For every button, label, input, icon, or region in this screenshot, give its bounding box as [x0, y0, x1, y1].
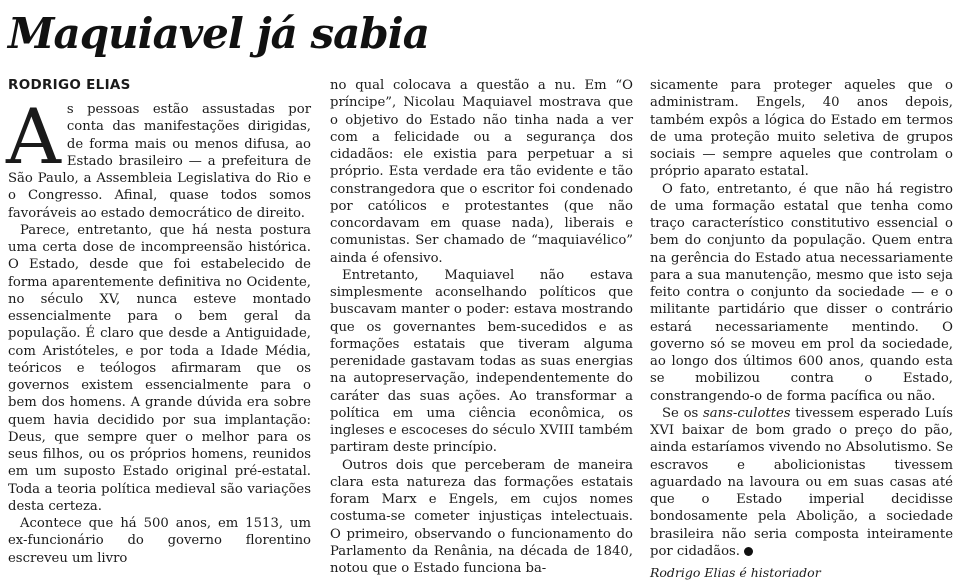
paragraph-1 — [6, 92, 311, 222]
paragraph-9-start: Se os — [662, 405, 704, 421]
sans-culottes-term: sans-culottes — [703, 405, 791, 421]
paragraph-6: Outros dois que perceberam de maneira clara esta natureza das formações estatais foram Marx e Engels, em cujos nomes costuma-se cometer injustiças intelectuais. O primeiro, observando o funcionamento do Parlamento da Renânia, na década de 1840, notou que o Estado funciona ba- — [330, 457, 633, 576]
paragraph-1-text: s pessoas estão assustadas por conta das manifestações dirigidas, de forma mais ou menos difusa, ao Estado brasileiro — a prefeitura de São Paulo, a Assembleia Legislativa do Rio e o Congresso. Afinal, quase todos somos favoráveis ao estado democrático de direito. — [8, 102, 311, 221]
column-3 — [650, 77, 953, 581]
byline: RODRIGO ELIAS — [8, 77, 131, 93]
headline: Maquiavel já sabia — [8, 9, 429, 58]
paragraph-9 — [650, 405, 953, 560]
paragraph-3: Acontece que há 500 anos, em 1513, um ex-funcionário do governo florentino escreveu um livro — [8, 516, 311, 566]
author-note: Rodrigo Elias é historiador — [650, 565, 821, 580]
paragraph-8: O fato, entretanto, é que não há registro de uma formação estatal que tenha como traço característico constitutivo essencial o bem do conjunto da população. Quem entra na gerência do Estado atua necessariamente para a sua manutenção, mesmo que isto seja feito contra o conjunto da sociedade — e o militante partidário que disser o contrário estará necessariamente mentindo. O governo só se moveu em prol da sociedade, ao longo dos últimos 600 anos, quando esta se mobilizou contra o Estado, constrangendo-o de forma pacífica ou não. — [650, 181, 953, 404]
paragraph-7: sicamente para proteger aqueles que o administram. Engels, 40 anos depois, também expôs a lógica do Estado em termos de uma proteção muito seletiva de grupos sociais — sempre aqueles que controlam o próprio aparato estatal. — [650, 78, 953, 180]
paragraph-9-end: tivessem esperado Luís XVI baixar de bom grado o preço do pão, ainda estaríamos vivendo no Absolutismo. Se escravos e abolicionistas tivessem aguardado na lavoura ou em suas casas até que o Estado imperial decidisse bondosamente pela Abolição, a sociedade brasileira não seria composta inteiramente por cidadãos. — [650, 405, 953, 559]
column-1 — [8, 77, 311, 567]
paragraph-2: Parece, entretanto, que há nesta postura uma certa dose de incompreensão histórica. O Estado, desde que foi estabelecido de forma aparentemente definitiva no Ocidente, no século XV, nunca esteve montado essencialmente para o bem geral da população. É claro que desde a Antiguidade, com Aristóteles, e por toda a Idade Média, teóricos e teólogos afirmaram que os governos existem essencialmente para o bem dos homens. A grande dúvida era sobre quem havia decidido por sua implantação: Deus, que sempre quer o melhor para os seus filhos, ou os próprios homens, reunidos em um suposto Estado original pré-estatal. Toda a teoria política medieval são variações desta certeza. — [8, 222, 311, 514]
paragraph-4: no qual colocava a questão a nu. Em “O príncipe”, Nicolau Maquiavel mostrava que o objetivo do Estado não tinha nada a ver com a felicidade ou a segurança dos cidadãos: ele existia para perpetuar a si próprio. Esta verdade era tão evidente e tão constrangedora que o escritor foi condenado por católicos e protestantes (que não concordavam em quase nada), liberais e comunistas. Ser chamado de “maquiavélico” ainda é ofensivo. — [330, 78, 633, 266]
paragraph-5: Entretanto, Maquiavel não estava simplesmente aconselhando políticos que buscavam manter o poder: estava mostrando que os governantes bem-sucedidos e as formações estatais que tiveram alguma perenidade gastavam todas as suas energias na autopreservação, independentemente do caráter das suas ações. Ao transformar a política em uma ciência econômica, os ingleses e escoceses do século XVIII também partiram deste princípio. — [330, 267, 633, 456]
end-of-article-bullet-icon — [744, 547, 753, 556]
column-2 — [330, 77, 633, 577]
drop-cap: A — [6, 92, 61, 181]
